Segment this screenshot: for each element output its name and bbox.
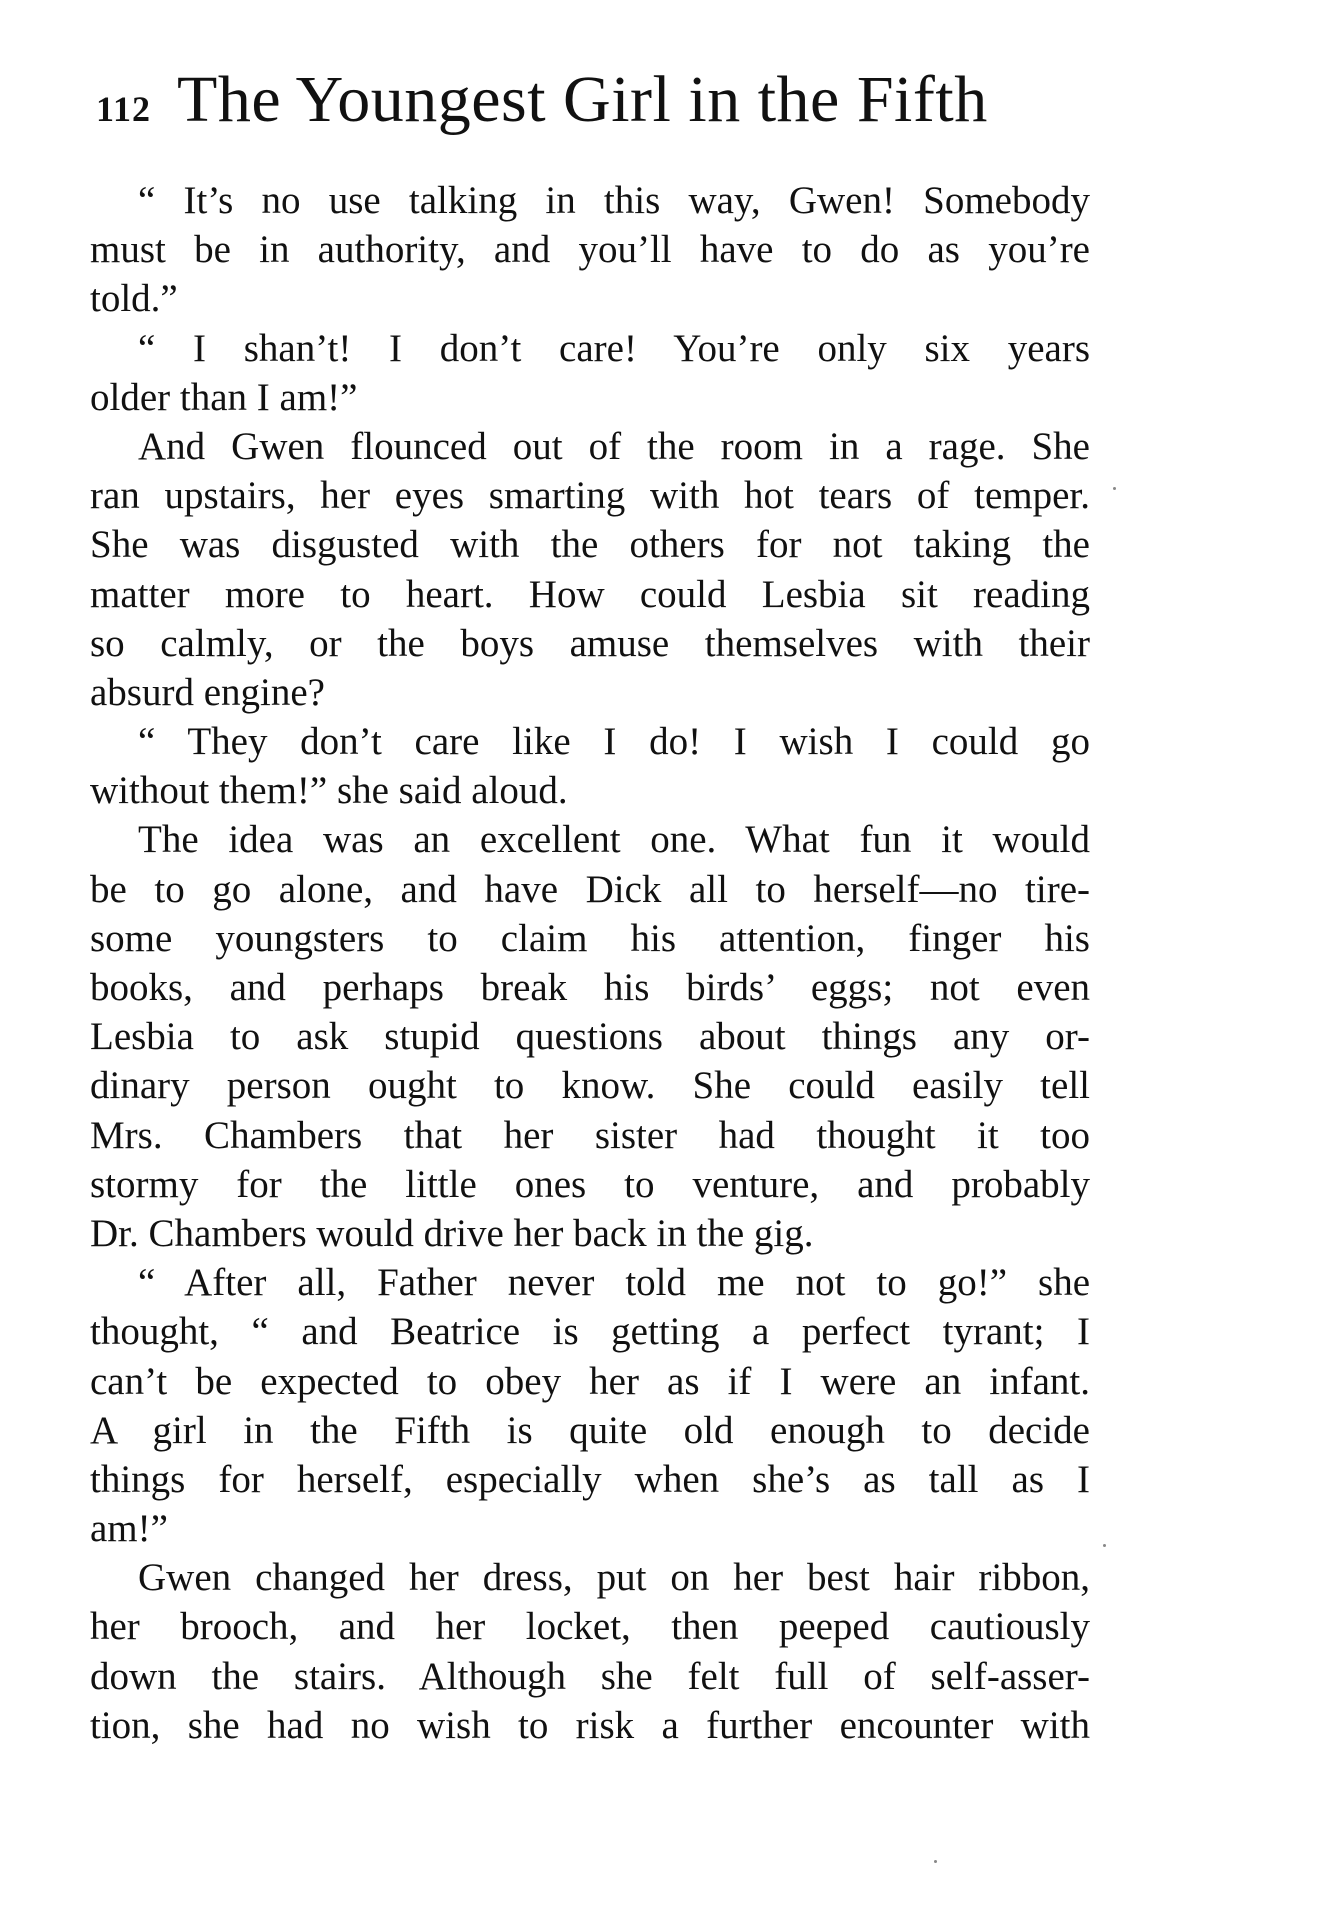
paper-speck — [1103, 1544, 1106, 1547]
text-line: told.” — [90, 277, 178, 321]
text-line: “ They don’t care like I do! I wish I could go — [138, 720, 1090, 764]
text-line: can’t be expected to obey her as if I were an infant. — [90, 1359, 1090, 1403]
page-number: 112 — [96, 89, 152, 129]
text-line: absurd engine? — [90, 670, 325, 714]
text-line: dinary person ought to know. She could easily tell — [90, 1064, 1090, 1108]
text-line: matter more to heart. How could Lesbia sit reading — [90, 572, 1090, 616]
text-line: The idea was an excellent one. What fun it would — [138, 818, 1090, 862]
text-line: Dr. Chambers would drive her back in the gig. — [90, 1211, 814, 1255]
text-line: down the stairs. Although she felt full of self-asser- — [90, 1654, 1090, 1698]
text-line: am!” — [90, 1507, 168, 1551]
running-head — [96, 62, 1096, 152]
paper-speck — [934, 1860, 937, 1863]
text-line: Mrs. Chambers that her sister had thought it too — [90, 1113, 1090, 1157]
text-line: tion, she had no wish to risk a further encounter with — [90, 1703, 1090, 1747]
text-line: her brooch, and her locket, then peeped cautiously — [90, 1605, 1090, 1649]
text-line: Lesbia to ask stupid questions about things any or- — [90, 1015, 1090, 1059]
text-line: stormy for the little ones to venture, and probably — [90, 1162, 1090, 1206]
text-line: Gwen changed her dress, put on her best hair ribbon, — [138, 1556, 1090, 1600]
text-line: be to go alone, and have Dick all to herself—no tire- — [90, 867, 1090, 911]
text-line: She was disgusted with the others for not taking the — [90, 523, 1090, 567]
text-line: must be in authority, and you’ll have to do as you’re — [90, 228, 1090, 272]
text-line: so calmly, or the boys amuse themselves with their — [90, 621, 1090, 665]
text-line: older than I am!” — [90, 375, 358, 419]
text-line: some youngsters to claim his attention, finger his — [90, 916, 1090, 960]
text-line: A girl in the Fifth is quite old enough to decide — [90, 1408, 1090, 1452]
text-line: things for herself, especially when she’s as tall as I — [90, 1457, 1090, 1501]
running-title: The Youngest Girl in the Fifth — [177, 63, 988, 136]
text-line: thought, “ and Beatrice is getting a perfect tyrant; I — [90, 1310, 1090, 1354]
text-line: ran upstairs, her eyes smarting with hot tears of temper. — [90, 474, 1090, 518]
text-line: without them!” she said aloud. — [90, 769, 568, 813]
text-line: And Gwen flounced out of the room in a rage. She — [138, 424, 1090, 468]
text-line: books, and perhaps break his birds’ eggs; not even — [90, 966, 1090, 1009]
text-line: “ After all, Father never told me not to go!” she — [138, 1261, 1090, 1305]
text-line: “ It’s no use talking in this way, Gwen! Somebody — [138, 179, 1090, 222]
text-line: “ I shan’t! I don’t care! You’re only six years — [138, 326, 1090, 370]
paper-speck — [1113, 487, 1116, 490]
body-text — [90, 176, 1090, 1750]
